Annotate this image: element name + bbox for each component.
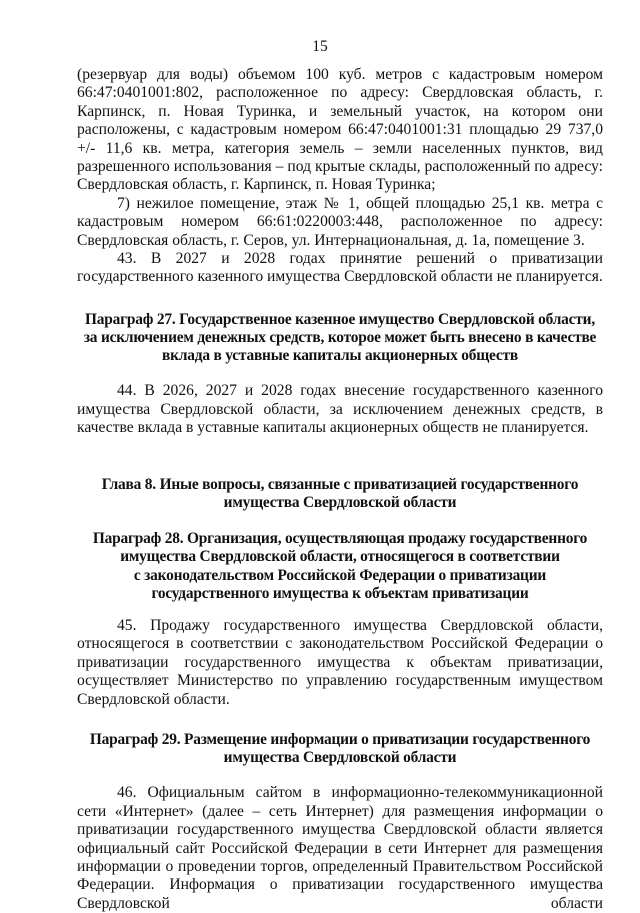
heading-paragraph-29	[77, 731, 603, 767]
heading-line: Параграф 27. Государственное казенное имущество Свердловской области,	[85, 310, 595, 328]
document-body	[77, 66, 603, 913]
paragraph-43: 43. В 2027 и 2028 годах принятие решений о приватизации государственного казенного имущества Свердловской области не планируется.	[77, 250, 603, 286]
heading-line: вклада в уставные капиталы акционерных обществ	[162, 347, 518, 365]
paragraph-44: 44. В 2026, 2027 и 2028 годах внесение государственного казенного имущества Свердловской области, за исключением денежных средств, в качестве вклада в уставные капиталы акционерных обществ не планируется.	[77, 382, 603, 437]
heading-line: за исключением денежных средств, которое может быть внесено в качестве	[83, 329, 597, 347]
heading-line: Параграф 29. Размещение информации о приватизации государственного	[89, 730, 591, 748]
page-number: 15	[312, 38, 328, 55]
heading-chapter-8	[77, 476, 603, 512]
heading-paragraph-27	[77, 311, 603, 366]
heading-line: Параграф 28. Организация, осуществляющая продажу государственного	[92, 530, 588, 548]
paragraph-45: 45. Продажу государственного имущества Свердловской области, относящегося в соответствии с законодательством Российской Федерации о приватизации государственного имущества к объектам приватизации, осуществляет Министерство по управлению государственным имуществом Свердловской области.	[77, 616, 603, 708]
heading-line: Глава 8. Иные вопросы, связанные с приватизацией государственного	[101, 475, 579, 493]
paragraph-46: 46. Официальным сайтом в информационно-телекоммуникационной сети «Интернет» (далее – сеть Интернет) для размещения информации о приватизации государственного имущества Свердловской области является официальный сайт Российской Федерации в сети Интернет для размещения информации о проведении торгов, определенный Правительством Российской Федерации. Информация о приватизации государственного имущества Свердловской области	[77, 784, 603, 912]
heading-line: с законодательством Российской Федерации о приватизации	[133, 566, 547, 584]
heading-line: имущества Свердловской области	[223, 749, 457, 767]
heading-line: имущества Свердловской области, относящегося в соответствии	[120, 548, 560, 566]
paragraph-continuation: (резервуар для воды) объемом 100 куб. метров с кадастровым номером 66:47:0401001:802, расположенное по адресу: Свердловская область, г. Карпинск, п. Новая Туринка, и земельный участок, на котором они расположены, с кадастровым номером 66:47:0401001:31 площадью 29 737,0 +/- 11,6 кв. метра, категория земель – земли населенных пунктов, вид разрешенного использования – под крытые склады, расположенный по адресу: Свердловская область, г. Карпинск, п. Новая Туринка;	[77, 66, 603, 194]
heading-paragraph-28	[77, 530, 603, 603]
heading-line: имущества Свердловской области	[223, 493, 457, 511]
paragraph-item-7: 7) нежилое помещение, этаж № 1, общей площадью 25,1 кв. метра с кадастровым номером 66:61:0220003:448, расположенное по адресу: Свердловская область, г. Серов, ул. Интернациональная, д. 1а, помещение 3.	[77, 194, 603, 249]
heading-line: государственного имущества к объектам приватизации	[151, 584, 529, 602]
